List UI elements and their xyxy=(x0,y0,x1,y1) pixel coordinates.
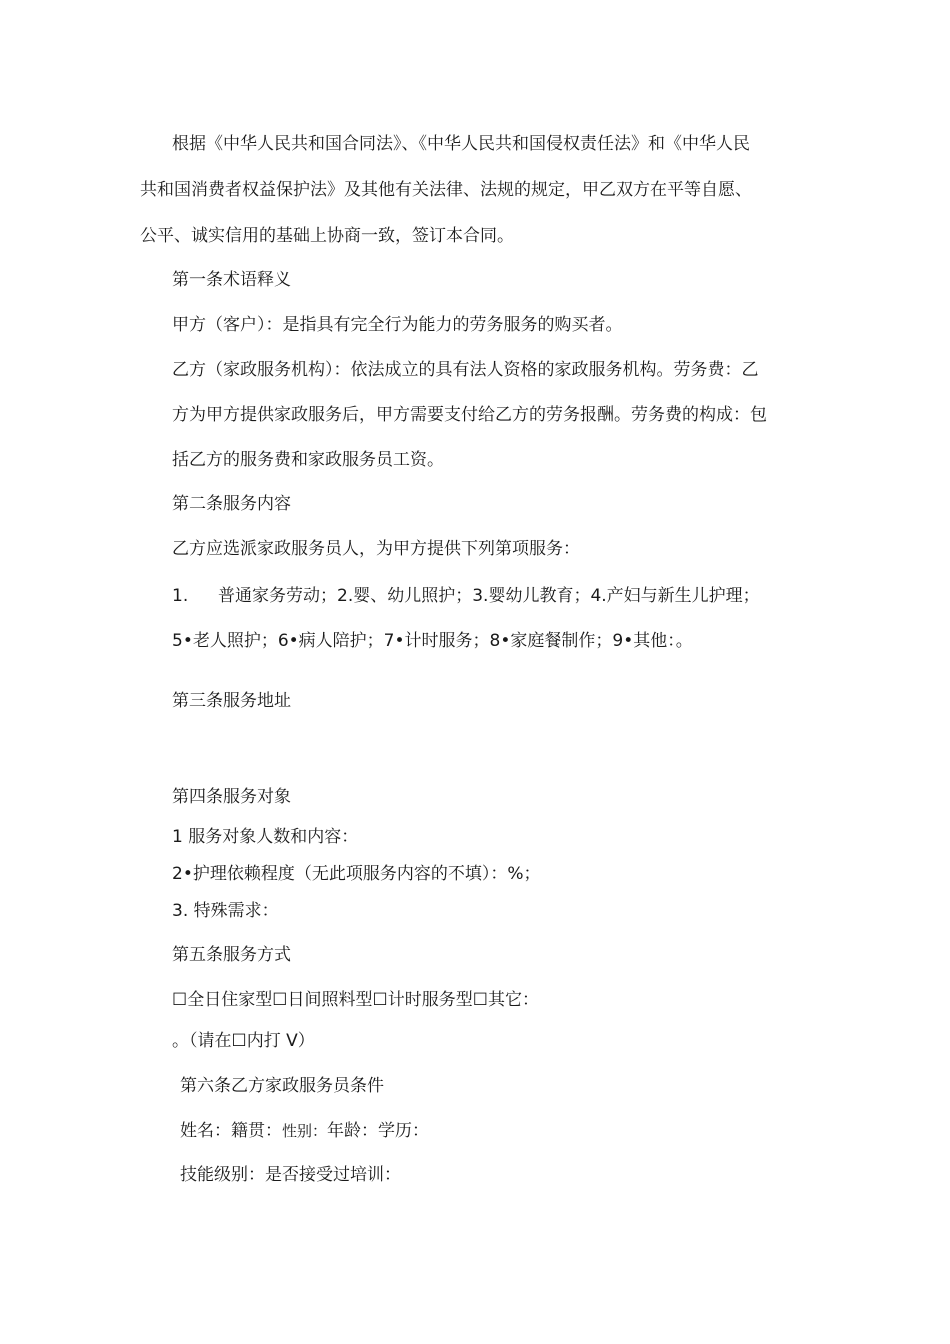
party-a-definition: 甲方（客户）：是指具有完全行为能力的劳务服务的购买者。 xyxy=(172,315,623,335)
worker-fields-line-2: 技能级别：是否接受过培训： xyxy=(180,1165,401,1185)
article-3-heading: 第三条服务地址 xyxy=(172,691,291,711)
service-mode-note: 。（请在☐内打 V） xyxy=(172,1031,315,1051)
service-mode-options: ☐全日住家型☐日间照料型☐计时服务型☐其它： xyxy=(172,990,539,1010)
party-b-definition-line-2: 方为甲方提供家政服务后，甲方需要支付给乙方的劳务报酬。劳务费的构成：包 xyxy=(172,405,767,425)
service-object-item-3: 3. 特殊需求： xyxy=(172,901,279,921)
article-4-heading: 第四条服务对象 xyxy=(172,787,291,807)
service-object-item-1: 1 服务对象人数和内容： xyxy=(172,827,359,847)
gender-field: 性别： xyxy=(282,1122,328,1140)
worker-fields-line-1 xyxy=(180,1120,429,1142)
intro-line-2: 共和国消费者权益保护法》及其他有关法律、法规的规定，甲乙双方在平等自愿、 xyxy=(140,180,752,200)
service-intro: 乙方应选派家政服务员人，为甲方提供下列第项服务： xyxy=(172,539,580,559)
article-5-heading: 第五条服务方式 xyxy=(172,945,291,965)
intro-line-3: 公平、诚实信用的基础上协商一致，签订本合同。 xyxy=(140,226,514,246)
service-list-number: 1. xyxy=(172,586,189,606)
age-education-fields: 年龄：学历： xyxy=(327,1121,430,1141)
article-2-heading: 第二条服务内容 xyxy=(172,494,291,514)
service-list-line-1: 普通家务劳动；2.婴、幼儿照护；3.婴幼儿教育；4.产妇与新生儿护理； xyxy=(218,586,760,606)
party-b-definition-line-1: 乙方（家政服务机构）：依法成立的具有法人资格的家政服务机构。劳务费：乙 xyxy=(172,360,759,380)
name-origin-fields: 姓名：籍贯： xyxy=(180,1121,282,1141)
party-b-definition-line-3: 括乙方的服务费和家政服务员工资。 xyxy=(172,450,444,470)
article-1-heading: 第一条术语释义 xyxy=(172,270,291,290)
service-object-item-2: 2•护理依赖程度（无此项服务内容的不填）：%； xyxy=(172,864,541,884)
article-6-heading: 第六条乙方家政服务员条件 xyxy=(180,1076,384,1096)
intro-line-1: 根据《中华人民共和国合同法》、《中华人民共和国侵权责任法》和《中华人民 xyxy=(172,134,750,154)
service-list-line-2: 5•老人照护；6•病人陪护；7•计时服务；8•家庭餐制作；9•其他：。 xyxy=(172,631,693,651)
